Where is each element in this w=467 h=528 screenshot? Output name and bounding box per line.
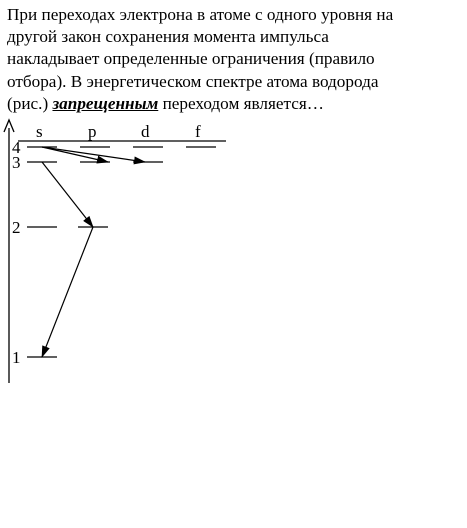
forbidden-word: запрещенным xyxy=(52,93,159,113)
transition-4s-3d-arrow xyxy=(42,147,145,162)
transition-2p-1s-arrow xyxy=(42,227,93,357)
question-line-2: другой закон сохранения момента импульса xyxy=(7,27,329,47)
transition-3s-2p-arrow xyxy=(42,162,93,227)
level-number-3: 3 xyxy=(12,153,21,172)
level-number-2: 2 xyxy=(12,218,21,237)
level-number-4: 4 xyxy=(12,138,21,157)
question-line-3: накладывает определенные ограничения (правило xyxy=(7,49,375,69)
orbital-label-f: f xyxy=(195,122,201,141)
orbital-label-d: d xyxy=(141,122,150,141)
orbital-label-s: s xyxy=(36,122,43,141)
level-number-1: 1 xyxy=(12,348,21,367)
question-line-1: При переходах электрона в атоме с одного уровня на xyxy=(7,5,394,24)
orbital-label-p: p xyxy=(88,122,97,141)
question-prefix: (рис.) xyxy=(7,93,53,113)
question-suffix: переходом является… xyxy=(158,93,324,113)
transition-4s-3p-arrow xyxy=(42,147,108,162)
question-line-4: отбора). В энергетическом спектре атома водорода xyxy=(7,71,379,91)
